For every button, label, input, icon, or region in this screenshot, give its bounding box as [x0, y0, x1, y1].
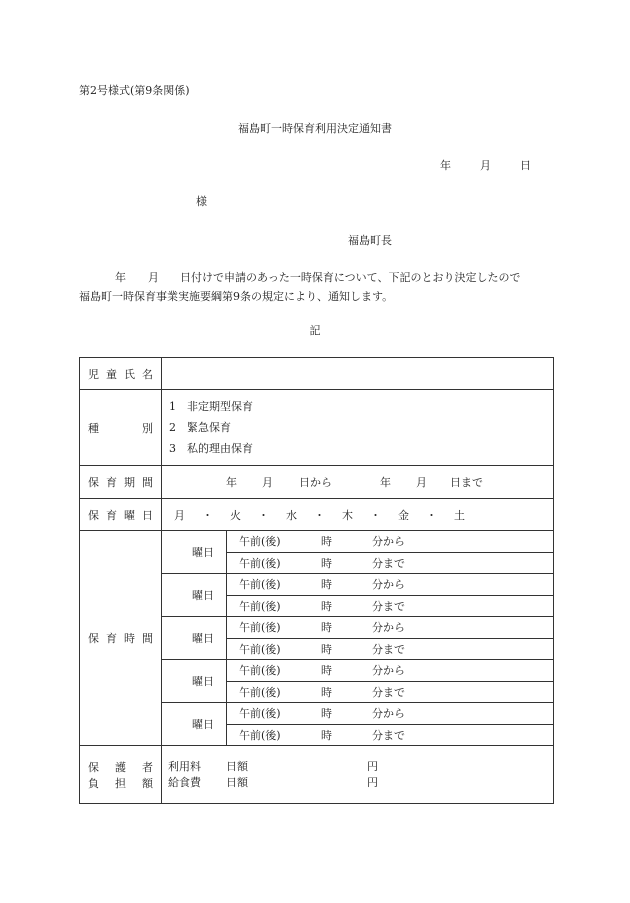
ampm-text: 午前(後): [239, 685, 281, 699]
yobi-text: 曜日: [192, 718, 214, 731]
issue-date: [440, 157, 531, 173]
minute-to-text: 分まで: [372, 599, 405, 613]
weekday-char: ・: [258, 508, 269, 522]
label-char: 育: [106, 508, 117, 522]
minute-to-text: 分まで: [372, 556, 405, 570]
period-month-2: 月: [416, 476, 427, 489]
hour-text: 時: [321, 578, 332, 592]
period-label: [80, 466, 162, 499]
ampm-text: 午前(後): [239, 642, 281, 656]
weekday-char: 月: [174, 508, 185, 522]
label-char: 護: [115, 760, 126, 774]
weekday-char: 水: [286, 508, 297, 522]
yobi-cell: [162, 660, 227, 703]
date-month: 月: [480, 159, 491, 172]
type-label: [80, 390, 162, 466]
row-period: [80, 466, 554, 499]
hour-text: 時: [321, 664, 332, 678]
para-rest: 日付けで申請のあった一時保育について、下記のとおり決定したので: [180, 271, 521, 284]
minute-from-text: 分から: [372, 578, 405, 592]
label-char: 時: [124, 632, 135, 645]
label-char: 日: [142, 508, 153, 522]
type-option-2: 2 緊急保育: [169, 421, 231, 434]
time-to-cell: [227, 681, 554, 703]
child-name-label: [80, 358, 162, 390]
time-from-cell: [227, 703, 554, 725]
fee-name: 利用料: [168, 759, 201, 773]
time-to-cell: [227, 552, 554, 574]
weekday-char: 土: [454, 508, 465, 522]
ki-heading: 記: [309, 324, 321, 337]
type-option-3: 3 私的理由保育: [169, 442, 253, 455]
fee-yen: 円: [367, 775, 378, 789]
row-type: [80, 390, 554, 466]
yobi-text: 曜日: [192, 675, 214, 688]
addressee: 様: [196, 195, 207, 208]
child-name-value: [162, 358, 554, 390]
fee-list: [162, 755, 553, 795]
guardian-fee-values: [162, 746, 554, 804]
ampm-text: 午前(後): [239, 556, 281, 570]
label-char: 保: [88, 476, 99, 489]
period-month-1: 月: [262, 476, 273, 489]
weekday-char: ・: [370, 508, 381, 522]
yobi-text: 曜日: [192, 546, 214, 559]
yobi-cell: [162, 703, 227, 746]
paragraph-line-1: [79, 268, 520, 287]
minute-to-text: 分まで: [372, 728, 405, 742]
weekday-value: [162, 499, 554, 531]
hour-text: 時: [321, 685, 332, 699]
type-option-1: 1 非定期型保育: [169, 400, 253, 413]
label-char: 間: [142, 476, 153, 489]
label-char: 育: [106, 632, 117, 645]
period-to: 日まで: [450, 476, 483, 489]
label-char: 期: [124, 476, 135, 489]
label-char: 担: [115, 776, 126, 790]
row-child-name: [80, 358, 554, 390]
hour-text: 時: [321, 535, 332, 549]
minute-from-text: 分から: [372, 535, 405, 549]
weekday-char: ・: [426, 508, 437, 522]
hour-text: 時: [321, 556, 332, 570]
hour-text: 時: [321, 707, 332, 721]
label-char: 額: [142, 776, 153, 790]
label-char: 名: [142, 367, 153, 381]
weekday-list: [162, 507, 553, 523]
document-title: 福島町一時保育利用決定通知書: [238, 122, 392, 135]
label-char: 保: [88, 508, 99, 522]
ampm-text: 午前(後): [239, 707, 281, 721]
hour-text: 時: [321, 621, 332, 635]
fee-unit: 日額: [226, 775, 248, 789]
yobi-cell: [162, 531, 227, 574]
hours-label: [80, 531, 162, 746]
label-char: 保: [88, 760, 99, 774]
minute-to-text: 分まで: [372, 642, 405, 656]
label-char: 童: [106, 367, 117, 381]
label-char: 種: [88, 421, 99, 435]
minute-from-text: 分から: [372, 621, 405, 635]
ampm-text: 午前(後): [239, 664, 281, 678]
yobi-text: 曜日: [192, 632, 214, 645]
hour-text: 時: [321, 599, 332, 613]
fee-yen: 円: [367, 759, 378, 773]
ampm-text: 午前(後): [239, 535, 281, 549]
notice-table: [79, 357, 554, 804]
time-from-cell: [227, 574, 554, 596]
yobi-cell: [162, 617, 227, 660]
period-year-1: 年: [226, 476, 237, 489]
weekday-char: ・: [202, 508, 213, 522]
label-char: 育: [106, 476, 117, 489]
time-from-cell: [227, 617, 554, 639]
period-from: 日から: [299, 476, 332, 489]
period-value: [162, 466, 554, 499]
type-options: [162, 390, 554, 466]
minute-to-text: 分まで: [372, 685, 405, 699]
hour-text: 時: [321, 728, 332, 742]
yobi-cell: [162, 574, 227, 617]
weekday-char: 火: [230, 508, 241, 522]
label-char: 曜: [124, 508, 135, 522]
time-from-cell: [227, 531, 554, 553]
label-char: 別: [142, 421, 153, 435]
guardian-label: [80, 746, 162, 804]
paragraph-line-2: 福島町一時保育事業実施要綱第9条の規定により、通知します。: [79, 290, 394, 303]
weekday-char: 金: [398, 508, 409, 522]
label-char: 児: [88, 367, 99, 381]
time-to-cell: [227, 724, 554, 746]
label-char: 間: [142, 632, 153, 645]
ampm-text: 午前(後): [239, 578, 281, 592]
hour-text: 時: [321, 642, 332, 656]
minute-from-text: 分から: [372, 707, 405, 721]
period-year-2: 年: [380, 476, 391, 489]
fee-row-meal: [168, 775, 547, 791]
fee-name: 給食費: [168, 775, 201, 789]
weekday-char: ・: [314, 508, 325, 522]
label-char: 負: [88, 776, 99, 790]
yobi-text: 曜日: [192, 589, 214, 602]
ampm-text: 午前(後): [239, 621, 281, 635]
label-char: 氏: [124, 367, 135, 381]
time-to-cell: [227, 638, 554, 660]
minute-from-text: 分から: [372, 664, 405, 678]
ampm-text: 午前(後): [239, 728, 281, 742]
date-day: 日: [520, 159, 531, 172]
fee-row-usage: [168, 759, 547, 775]
hours-row-from: [80, 531, 554, 553]
notice-paragraph: [79, 268, 520, 306]
time-to-cell: [227, 595, 554, 617]
label-char: 者: [142, 760, 153, 774]
weekday-label: [80, 499, 162, 531]
row-guardian-fee: [80, 746, 554, 804]
issuer: 福島町長: [348, 234, 392, 247]
fee-unit: 日額: [226, 759, 248, 773]
date-year: 年: [440, 159, 451, 172]
label-char: 保: [88, 632, 99, 645]
ampm-text: 午前(後): [239, 599, 281, 613]
row-weekdays: [80, 499, 554, 531]
para-month: 月: [148, 271, 159, 284]
time-from-cell: [227, 660, 554, 682]
weekday-char: 木: [342, 508, 353, 522]
form-number: 第2号様式(第9条関係): [79, 84, 190, 97]
para-year: 年: [115, 271, 126, 284]
